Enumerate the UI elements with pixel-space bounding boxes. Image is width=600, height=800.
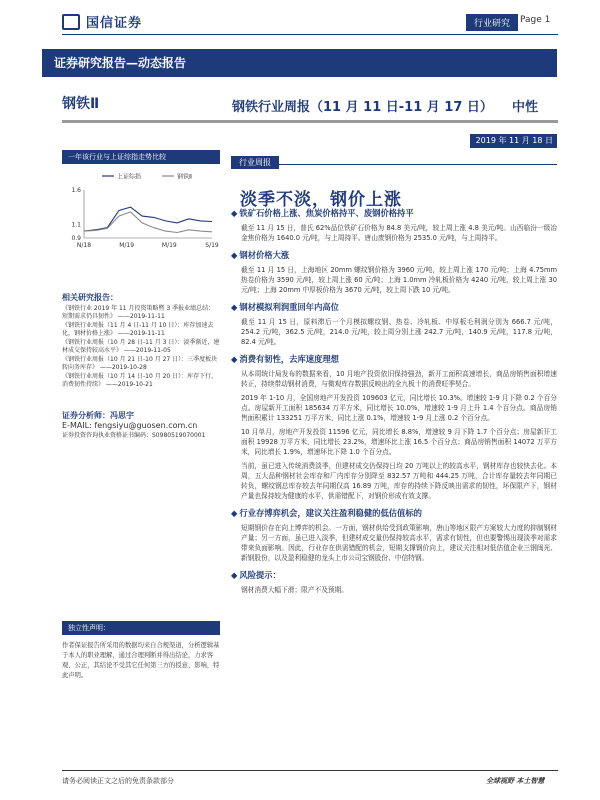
related-report-item[interactable]: 《钢铁行业周报（10 月 14 日-10 月 20 日）：库存下行，消费韧性持续》 ——2019-10-21 bbox=[62, 373, 218, 388]
report-date: 2019 年 11 月 18 日 bbox=[470, 134, 557, 148]
title-divider bbox=[62, 120, 558, 123]
header-category-tab: 行业研究 bbox=[466, 14, 518, 31]
report-title: 钢铁行业周报（11 月 11 日-11 月 17 日） bbox=[232, 100, 493, 115]
section-title: ◆ 行业存博弈机会，建议关注盈利稳健的低估值标的 bbox=[231, 507, 557, 519]
section-title: ◆ 消费有韧性，去库速度理想 bbox=[231, 353, 557, 365]
section-iron-ore bbox=[231, 207, 557, 243]
logo-text: 国信证券 bbox=[86, 16, 143, 31]
sector-name: 钢铁Ⅱ bbox=[62, 96, 100, 112]
paragraph: 从本周统计局发布的数据来看，10 月地产投资依旧保持强劲，新开工面积高速增长，商品房销售面积增速转正，持续带动钢材消费，与微观库存数据反映出的全九板十的消费旺季契合。 bbox=[241, 370, 557, 388]
analyst-label: 证券分析师： bbox=[62, 411, 110, 420]
related-reports-list bbox=[62, 305, 220, 390]
logo-mark-icon bbox=[62, 14, 80, 30]
related-report-item[interactable]: 《钢铁行业周报（10 月 28 日-11 月 3 日）：淡季渐近，建材成交保持较高水平》 ——2019-11-05 bbox=[62, 339, 220, 354]
series-line bbox=[84, 212, 212, 233]
paragraph: 钢材消费大幅下滑；限产不及预期。 bbox=[241, 586, 348, 594]
y-tick-label: 1.6 bbox=[71, 187, 81, 194]
section-title: ◆ 铁矿石价格上涨、焦炭价格持平、废钢价格持平 bbox=[231, 207, 557, 219]
disclaimer-text: 作者保证报告所采用的数据均来自合规渠道，分析逻辑基于本人的职业理解，通过合理判断并得出结论，力求客观、公正，其结论不受其它任何第三方的授意、影响，特此声明。 bbox=[62, 642, 220, 679]
analyst-license: 证券投资咨询执业资格证书编码：S0980519070001 bbox=[62, 432, 206, 439]
paragraph: 截至 11 月 15 日，原料滞后一个月模拟螺纹钢、热卷、冷轧板、中厚板毛利润分别为 666.7 元/吨，254.2 元/吨，362.5 元/吨，214.0 元/吨，较上周分别上涨 242.7 元/吨，140.9 元/吨，117.8 元/吨，82.4 元/吨。 bbox=[241, 318, 557, 346]
analyst-name: 冯思宇 bbox=[110, 411, 134, 420]
section-demand bbox=[231, 353, 557, 501]
paragraph: 短期钢价存在向上博弈的机会。一方面，钢材供给受到政策影响，唐山等地区限产方案较大力度的抑制钢材产量；另一方面，虽已进入淡季，但建材成交量仍保持较高水平，需求有韧性，但也要警惕出现淡季对需求带来负面影响。因此，行业存在供需错配的机会，短期支撑钢价向上，建议关注相对低估值企业三钢闽光、新钢股份，以及盈利稳健的龙头上市公司宝钢股份、中信特钢。 bbox=[241, 524, 557, 562]
section-title: ◆ 钢材价格大涨 bbox=[231, 249, 557, 261]
report-body bbox=[231, 207, 557, 601]
section-investment bbox=[231, 507, 557, 563]
series-line bbox=[84, 207, 212, 231]
y-tick-label: 1.1 bbox=[71, 221, 81, 229]
x-tick-label: S/19 bbox=[205, 242, 219, 249]
section-label-bar bbox=[231, 150, 557, 165]
section-profit bbox=[231, 301, 557, 347]
chart-heading: 一年该行业与上证综指走势比较 bbox=[62, 150, 220, 164]
section-steel-price bbox=[231, 249, 557, 295]
index-comparison-chart bbox=[62, 168, 220, 258]
section-risk bbox=[231, 569, 557, 595]
related-report-item[interactable]: 《钢铁行业周报（11 月 4 日-11 月 10 日）：库存加速去化，钢材价格上涨》 ——2019-11-11 bbox=[62, 322, 214, 337]
paragraph: 截至 11 月 15 日，上海地区 20mm 螺纹钢价格为 3960 元/吨，较上周上涨 170 元/吨；上海 4.75mm 热卷价格为 3590 元/吨，较上周上涨 60 元/吨；上海 1.0mm 冷轧板价格为 4240 元/吨，较上周上涨 30 元/吨；上海 20mm 中厚板价格为 3670 元/吨，较上周下跌 10 元/吨。 bbox=[241, 266, 557, 294]
section-title: ◆ 钢材模拟利润重回年内高位 bbox=[231, 301, 557, 313]
rating: 中性 bbox=[512, 100, 539, 115]
report-type-banner: 证券研究报告—动态报告 bbox=[42, 49, 557, 77]
footer-divider bbox=[62, 770, 558, 771]
header-divider bbox=[62, 34, 558, 35]
section-title: ◆ 风险提示： bbox=[231, 569, 557, 581]
x-tick-label: M/19 bbox=[119, 242, 135, 249]
related-reports-title: 相关研究报告： bbox=[62, 293, 118, 302]
paragraph: 2019 年 1-10 月，全国房地产开发投资 109603 亿元，同比增长 10.3%。增速较 1-9 月下降 0.2 个百分点。房屋新开工面积 185634 万平方米，同比增长 10.0%，增速较 1-9 月上升 1.4 个百分点。商品房销售面积累计 133251 万平方米，同比上涨 0.1%，增速较 1-9 月上涨 0.2 个百分点。 bbox=[241, 394, 557, 422]
footer-slogan: 全球视野 本土智慧 bbox=[486, 777, 545, 785]
related-report-item[interactable]: 《钢铁行业 2019 年 11 月投资策略暨 3 季报业绩总结：短期需求仍具韧性》 ——2019-11-11 bbox=[62, 305, 215, 320]
analyst-block bbox=[62, 410, 205, 439]
related-report-item[interactable]: 《钢铁行业周报（10 月 21 日-10 月 27 日）：三季度板块转向务库存》 ——2019-10-28 bbox=[62, 356, 218, 371]
page-number: Page 1 bbox=[520, 15, 551, 25]
x-tick-label: N/18 bbox=[76, 242, 92, 249]
headline: 淡季不淡，钢价上涨 bbox=[240, 190, 402, 210]
company-logo bbox=[62, 12, 142, 31]
paragraph: 截至 11 月 15 日，普氏 62%品位铁矿石价格为 84.8 美元/吨，较上周上涨 4.8 美元/吨。山西临汾一级冶金焦价格为 1640.0 元/吨，与上周持平。唐山废钢价格为 2535.0 元/吨，与上周持平。 bbox=[241, 224, 557, 242]
analyst-email[interactable]: E-MAIL: fengsiyu@guosen.com.cn bbox=[62, 421, 198, 430]
paragraph: 当前，虽已进入传统消费淡季，但建材成交仍保持日均 20 万吨以上的较高水平，钢材库存也较快去化。本周，五大品种钢材社会库存和厂内库存分别降至 832.57 万吨和 444.25 万吨，合计库存量较去年同期已转负，螺纹钢总库存较去年同期仅高 16.89 万吨，库存的持续下降反映出需求的韧性，环保限产下，钢材产量也保持较为健康的水平，供需错配下，对钢价形成有效支撑。 bbox=[241, 462, 557, 500]
disclaimer-heading: 独立性声明： bbox=[62, 621, 220, 635]
footer-disclaimer-note: 请务必阅读正文之后的免责条款部分 bbox=[62, 777, 174, 785]
legend-label: 上证综指 bbox=[117, 173, 142, 181]
section-label: 行业周报 bbox=[231, 156, 279, 169]
y-tick-label: 0.9 bbox=[71, 235, 81, 242]
legend-label: 钢铁Ⅱ bbox=[177, 173, 192, 181]
x-tick-label: M/19 bbox=[161, 242, 177, 249]
paragraph: 10 月单月，房地产开发投资 11596 亿元，同比增长 8.8%，增速较 9 月下降 1.7 个百分点；房屋新开工面积 19928 万平方米，同比增长 23.2%，增速环比上涨 16.5 个百分点；商品房销售面积 14072 万平方米，同比增长 1.9%，增速环比下降 1.0 个百分点。 bbox=[241, 428, 557, 456]
